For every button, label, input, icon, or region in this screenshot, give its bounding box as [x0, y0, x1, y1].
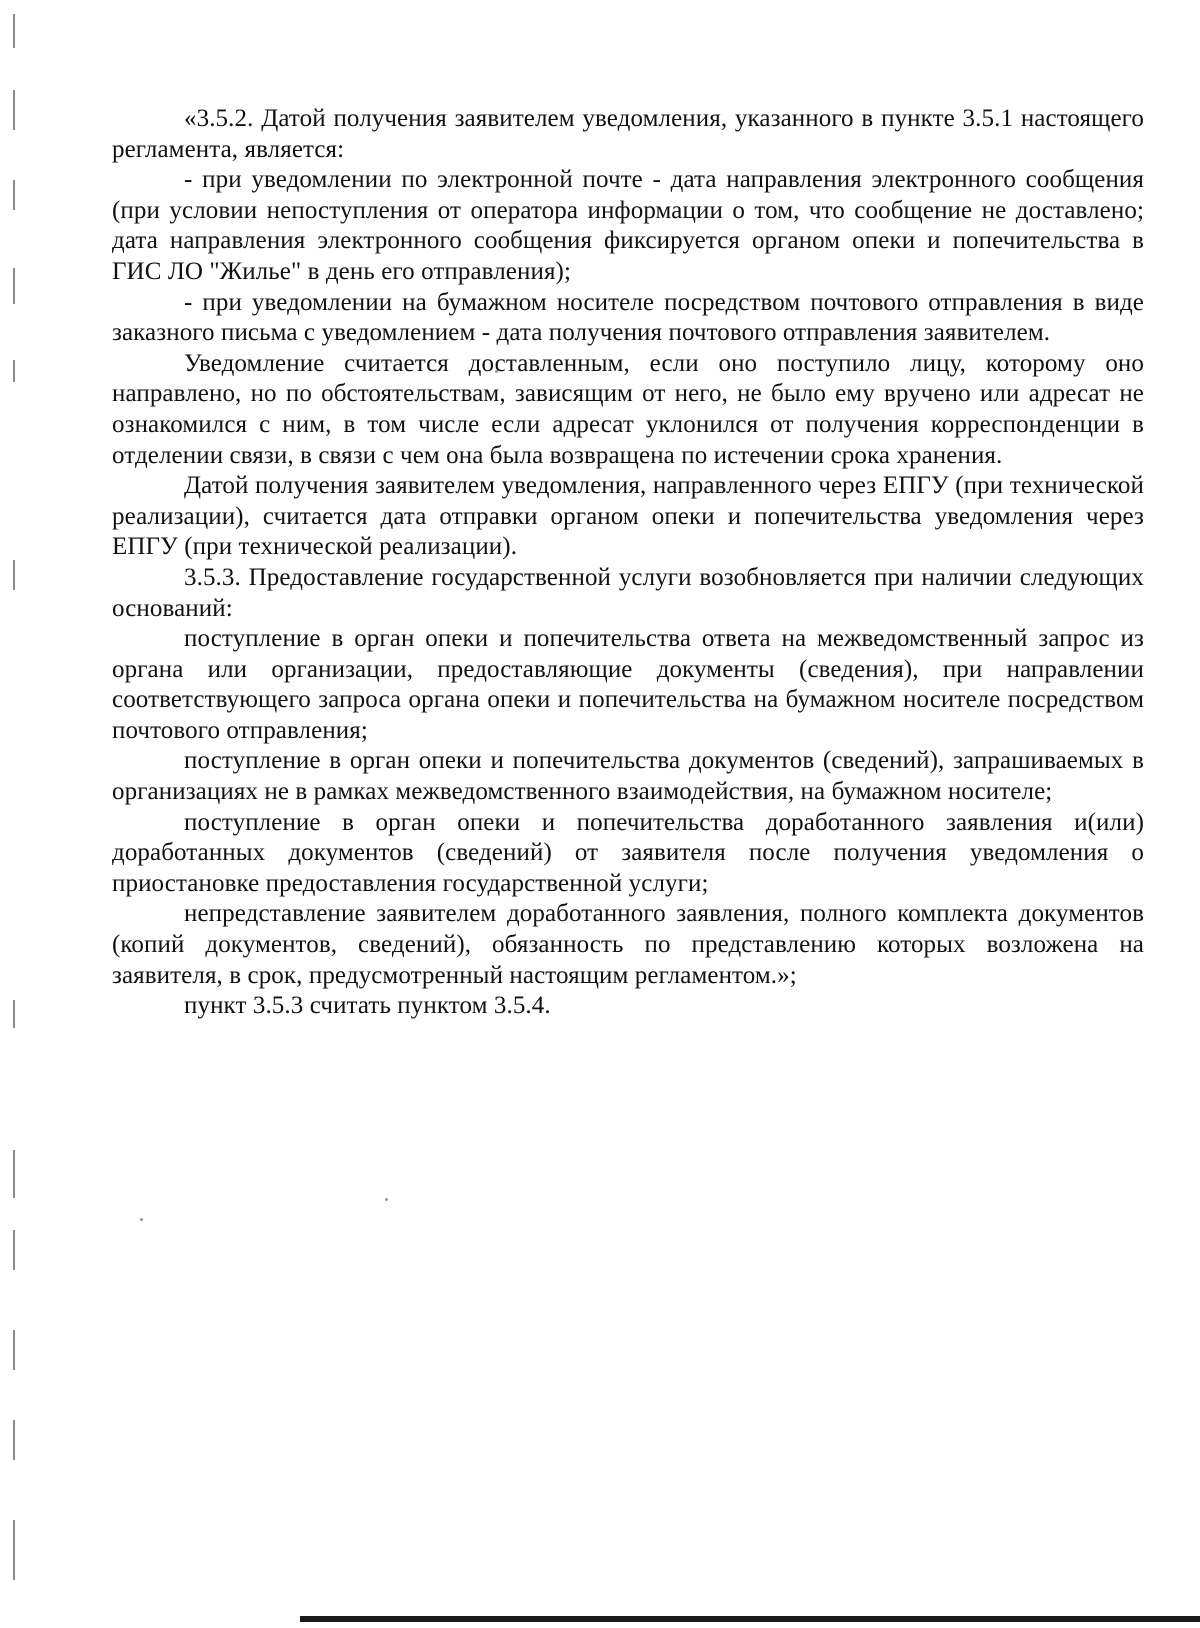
- paragraph-basis-documents: поступление в орган опеки и попечительства документов (сведений), запрашиваемых в организациях не в рамках межведомственного взаимодействия, на бумажном носителе;: [112, 747, 1144, 806]
- scan-bottom-edge: [300, 1616, 1200, 1622]
- scan-edge-mark: [13, 1230, 15, 1270]
- paragraph-basis-revised: поступление в орган опеки и попечительства доработанного заявления и(или) доработанных документов (сведений) от заявителя после получения уведомления о приостановке предоставления государственной услуги;: [112, 808, 1144, 897]
- scan-edge-mark: [13, 14, 15, 48]
- scan-edge-mark: [13, 1330, 15, 1370]
- scan-speck: [140, 1218, 143, 1221]
- scan-speck: [385, 1198, 388, 1201]
- paragraph-basis-interagency: поступление в орган опеки и попечительства ответа на межведомственный запрос из органа или организации, предоставляющие документы (сведения), при направлении соответствующего запроса органа опеки и попечительства на бумажном носителе посредством почтового отправления;: [112, 625, 1144, 744]
- paragraph-epgu-notice: Датой получения заявителем уведомления, направленного через ЕПГУ (при технической реализации), считается дата отправки органом опеки и попечительства уведомления через ЕПГУ (при технической реализации).: [112, 472, 1144, 561]
- paragraph-renumbering: пункт 3.5.3 считать пунктом 3.5.4.: [184, 992, 551, 1020]
- paragraph-3-5-2: «3.5.2. Датой получения заявителем уведомления, указанного в пункте 3.5.1 настоящего регламента, является:: [112, 105, 1144, 163]
- scan-edge-mark: [13, 268, 15, 304]
- scan-edge-mark: [13, 1000, 15, 1028]
- scan-edge-mark: [13, 90, 15, 130]
- paragraph-basis-nonsubmission: непредставление заявителем доработанного заявления, полного комплекта документов (копий документов, сведений), обязанность по представлению которых возложена на заявителя, в срок, предусмотренный настоящим регламентом.»;: [112, 900, 1144, 989]
- scan-edge-mark: [13, 180, 15, 210]
- paragraph-paper-notice: - при уведомлении на бумажном носителе посредством почтового отправления в виде заказного письма с уведомлением - дата получения почтового отправления заявителем.: [112, 288, 1144, 347]
- paragraph-3-5-3: 3.5.3. Предоставление государственной услуги возобновляется при наличии следующих оснований:: [112, 563, 1144, 622]
- scan-edge-mark: [13, 560, 15, 590]
- paragraph-delivery-considered: Уведомление считается доставленным, если оно поступило лицу, которому оно направлено, но по обстоятельствам, зависящим от него, не было ему вручено или адресат не ознакомился с ним, в том числе если адресат уклонился от получения корреспонденции в отделении связи, в связи с чем она была возвращена по истечении срока хранения.: [112, 349, 1144, 469]
- scan-edge-mark: [13, 1520, 15, 1580]
- document-body: [112, 104, 1144, 1022]
- paragraph-email-notice: - при уведомлении по электронной почте - дата направления электронного сообщения (при условии непоступления от оператора информации о том, что сообщение не доставлено; дата направления электронного сообщения фиксируется органом опеки и попечительства в ГИС ЛО "Жилье" в день его отправления);: [112, 166, 1144, 285]
- scan-edge-mark: [13, 360, 15, 382]
- scan-edge-mark: [13, 1420, 15, 1460]
- scan-edge-mark: [13, 1150, 15, 1198]
